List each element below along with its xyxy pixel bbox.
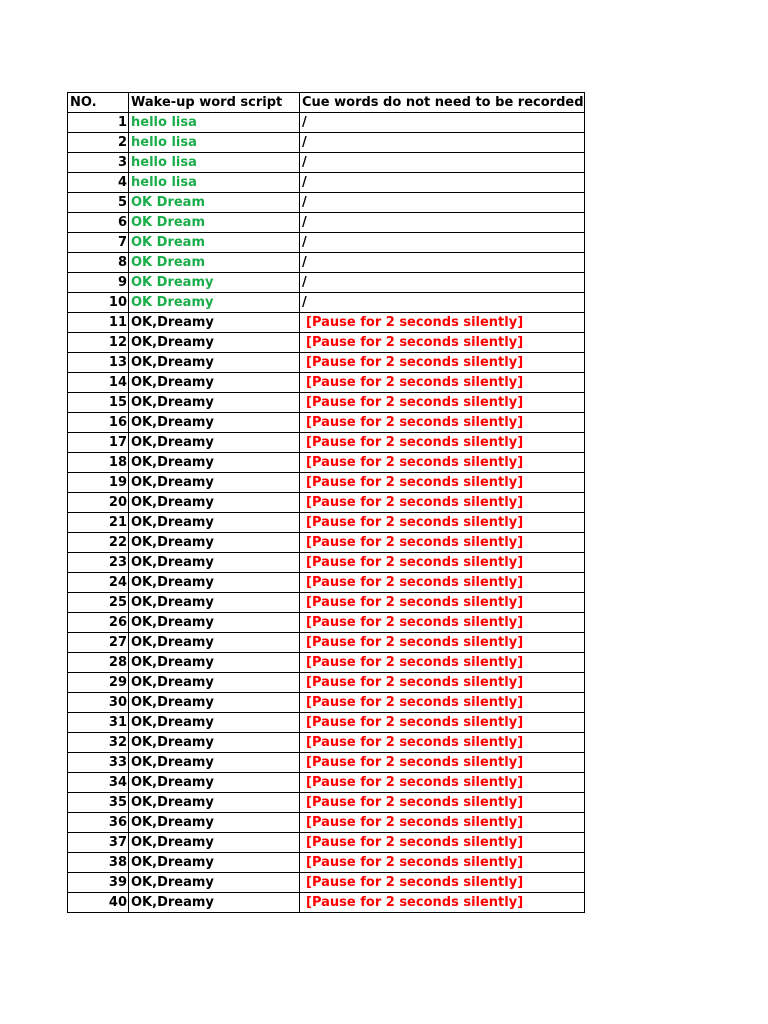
table-row <box>68 273 585 293</box>
cell-wake-word[interactable]: OK,Dreamy <box>129 373 300 393</box>
cell-wake-word[interactable]: OK,Dreamy <box>129 873 300 893</box>
cell-cue-words[interactable]: [Pause for 2 seconds silently] <box>300 513 585 533</box>
cell-cue-words[interactable]: / <box>300 193 585 213</box>
cell-cue-words[interactable]: [Pause for 2 seconds silently] <box>300 313 585 333</box>
cell-no[interactable]: 27 <box>68 633 129 653</box>
cell-no[interactable]: 23 <box>68 553 129 573</box>
cell-no[interactable]: 16 <box>68 413 129 433</box>
cell-cue-words[interactable]: [Pause for 2 seconds silently] <box>300 493 585 513</box>
header-cue-words[interactable]: Cue words do not need to be recorded <box>300 93 585 113</box>
table-row <box>68 113 585 133</box>
cell-cue-words[interactable]: [Pause for 2 seconds silently] <box>300 433 585 453</box>
cell-wake-word[interactable]: OK,Dreamy <box>129 513 300 533</box>
cell-no[interactable]: 30 <box>68 693 129 713</box>
cell-cue-words[interactable]: [Pause for 2 seconds silently] <box>300 613 585 633</box>
cell-cue-words[interactable]: [Pause for 2 seconds silently] <box>300 813 585 833</box>
cell-wake-word[interactable]: OK,Dreamy <box>129 693 300 713</box>
table-row <box>68 393 585 413</box>
cell-cue-words[interactable]: [Pause for 2 seconds silently] <box>300 633 585 653</box>
cell-wake-word[interactable]: OK Dreamy <box>129 273 300 293</box>
cell-cue-words[interactable]: [Pause for 2 seconds silently] <box>300 413 585 433</box>
cell-no[interactable]: 25 <box>68 593 129 613</box>
header-row <box>68 93 585 113</box>
cell-no[interactable]: 37 <box>68 833 129 853</box>
table-row <box>68 773 585 793</box>
table-row <box>68 473 585 493</box>
cell-cue-words[interactable]: [Pause for 2 seconds silently] <box>300 533 585 553</box>
cell-cue-words[interactable]: [Pause for 2 seconds silently] <box>300 553 585 573</box>
cell-no[interactable]: 6 <box>68 213 129 233</box>
cell-wake-word[interactable]: OK,Dreamy <box>129 593 300 613</box>
cell-no[interactable]: 22 <box>68 533 129 553</box>
cell-wake-word[interactable]: OK,Dreamy <box>129 353 300 373</box>
cell-no[interactable]: 32 <box>68 733 129 753</box>
table-row <box>68 673 585 693</box>
cell-wake-word[interactable]: OK,Dreamy <box>129 753 300 773</box>
table-row <box>68 633 585 653</box>
cell-wake-word[interactable]: OK,Dreamy <box>129 773 300 793</box>
table-row <box>68 173 585 193</box>
table-row <box>68 433 585 453</box>
cell-no[interactable]: 13 <box>68 353 129 373</box>
cell-wake-word[interactable]: OK,Dreamy <box>129 453 300 473</box>
table-row <box>68 293 585 313</box>
cell-cue-words[interactable]: [Pause for 2 seconds silently] <box>300 473 585 493</box>
cell-cue-words[interactable]: [Pause for 2 seconds silently] <box>300 773 585 793</box>
cell-cue-words[interactable]: / <box>300 133 585 153</box>
table-row <box>68 373 585 393</box>
table-row <box>68 733 585 753</box>
cell-wake-word[interactable]: OK,Dreamy <box>129 313 300 333</box>
table-row <box>68 133 585 153</box>
table-row <box>68 593 585 613</box>
cell-wake-word[interactable]: OK,Dreamy <box>129 393 300 413</box>
cell-cue-words[interactable]: [Pause for 2 seconds silently] <box>300 453 585 473</box>
cell-no[interactable]: 24 <box>68 573 129 593</box>
cell-wake-word[interactable]: OK,Dreamy <box>129 493 300 513</box>
table-body <box>68 113 585 913</box>
cell-no[interactable]: 29 <box>68 673 129 693</box>
cell-wake-word[interactable]: OK,Dreamy <box>129 613 300 633</box>
cell-cue-words[interactable]: / <box>300 213 585 233</box>
cell-no[interactable]: 1 <box>68 113 129 133</box>
cell-cue-words[interactable]: [Pause for 2 seconds silently] <box>300 353 585 373</box>
table-row <box>68 893 585 913</box>
table-row <box>68 253 585 273</box>
cell-no[interactable]: 14 <box>68 373 129 393</box>
cell-wake-word[interactable]: hello lisa <box>129 173 300 193</box>
cell-cue-words[interactable]: [Pause for 2 seconds silently] <box>300 853 585 873</box>
cell-cue-words[interactable]: / <box>300 153 585 173</box>
table-row <box>68 313 585 333</box>
cell-wake-word[interactable]: OK,Dreamy <box>129 633 300 653</box>
cell-wake-word[interactable]: OK,Dreamy <box>129 653 300 673</box>
table-row <box>68 153 585 173</box>
cell-no[interactable]: 36 <box>68 813 129 833</box>
cell-no[interactable]: 39 <box>68 873 129 893</box>
cell-wake-word[interactable]: OK,Dreamy <box>129 713 300 733</box>
cell-wake-word[interactable]: hello lisa <box>129 113 300 133</box>
cell-no[interactable]: 26 <box>68 613 129 633</box>
cell-cue-words[interactable]: [Pause for 2 seconds silently] <box>300 713 585 733</box>
table-row <box>68 533 585 553</box>
cell-wake-word[interactable]: OK Dream <box>129 213 300 233</box>
cell-cue-words[interactable]: [Pause for 2 seconds silently] <box>300 873 585 893</box>
header-wake-word[interactable]: Wake-up word script <box>129 93 300 113</box>
cell-wake-word[interactable]: OK,Dreamy <box>129 573 300 593</box>
cell-wake-word[interactable]: OK,Dreamy <box>129 853 300 873</box>
cell-cue-words[interactable]: / <box>300 233 585 253</box>
table-row <box>68 513 585 533</box>
cell-wake-word[interactable]: OK,Dreamy <box>129 833 300 853</box>
table-row <box>68 193 585 213</box>
cell-cue-words[interactable]: [Pause for 2 seconds silently] <box>300 593 585 613</box>
table-row <box>68 233 585 253</box>
table-row <box>68 213 585 233</box>
cell-no[interactable]: 3 <box>68 153 129 173</box>
cell-cue-words[interactable]: [Pause for 2 seconds silently] <box>300 753 585 773</box>
cell-cue-words[interactable]: [Pause for 2 seconds silently] <box>300 673 585 693</box>
cell-wake-word[interactable]: OK,Dreamy <box>129 473 300 493</box>
table-row <box>68 813 585 833</box>
cell-wake-word[interactable]: OK,Dreamy <box>129 553 300 573</box>
cell-no[interactable]: 15 <box>68 393 129 413</box>
cell-no[interactable]: 31 <box>68 713 129 733</box>
cell-cue-words[interactable]: / <box>300 293 585 313</box>
cell-wake-word[interactable]: OK,Dreamy <box>129 733 300 753</box>
cell-no[interactable]: 10 <box>68 293 129 313</box>
cell-no[interactable]: 8 <box>68 253 129 273</box>
cell-cue-words[interactable]: [Pause for 2 seconds silently] <box>300 893 585 913</box>
cell-cue-words[interactable]: [Pause for 2 seconds silently] <box>300 693 585 713</box>
cell-cue-words[interactable]: [Pause for 2 seconds silently] <box>300 393 585 413</box>
cell-no[interactable]: 21 <box>68 513 129 533</box>
table-row <box>68 573 585 593</box>
cell-no[interactable]: 5 <box>68 193 129 213</box>
header-no[interactable]: NO. <box>68 93 129 113</box>
cell-no[interactable]: 40 <box>68 893 129 913</box>
table-row <box>68 713 585 733</box>
cell-no[interactable]: 4 <box>68 173 129 193</box>
cell-wake-word[interactable]: OK,Dreamy <box>129 793 300 813</box>
table-row <box>68 753 585 773</box>
cell-no[interactable]: 38 <box>68 853 129 873</box>
cell-cue-words[interactable]: / <box>300 113 585 133</box>
table-row <box>68 353 585 373</box>
cell-cue-words[interactable]: [Pause for 2 seconds silently] <box>300 793 585 813</box>
cell-cue-words[interactable]: [Pause for 2 seconds silently] <box>300 733 585 753</box>
cell-wake-word[interactable]: OK,Dreamy <box>129 893 300 913</box>
cell-no[interactable]: 35 <box>68 793 129 813</box>
cell-no[interactable]: 28 <box>68 653 129 673</box>
cell-wake-word[interactable]: OK Dream <box>129 193 300 213</box>
cell-wake-word[interactable]: OK,Dreamy <box>129 813 300 833</box>
cell-no[interactable]: 20 <box>68 493 129 513</box>
cell-wake-word[interactable]: OK Dreamy <box>129 293 300 313</box>
cell-wake-word[interactable]: hello lisa <box>129 133 300 153</box>
cell-no[interactable]: 33 <box>68 753 129 773</box>
cell-cue-words[interactable]: [Pause for 2 seconds silently] <box>300 573 585 593</box>
cell-no[interactable]: 19 <box>68 473 129 493</box>
cell-no[interactable]: 9 <box>68 273 129 293</box>
cell-no[interactable]: 11 <box>68 313 129 333</box>
table-row <box>68 553 585 573</box>
table-row <box>68 693 585 713</box>
table-row <box>68 333 585 353</box>
cell-cue-words[interactable]: [Pause for 2 seconds silently] <box>300 333 585 353</box>
table-row <box>68 853 585 873</box>
cell-no[interactable]: 7 <box>68 233 129 253</box>
cell-cue-words[interactable]: / <box>300 273 585 293</box>
cell-wake-word[interactable]: OK Dream <box>129 253 300 273</box>
cell-cue-words[interactable]: / <box>300 173 585 193</box>
table-row <box>68 833 585 853</box>
cell-cue-words[interactable]: [Pause for 2 seconds silently] <box>300 373 585 393</box>
table-row <box>68 793 585 813</box>
cell-wake-word[interactable]: OK,Dreamy <box>129 673 300 693</box>
cell-no[interactable]: 18 <box>68 453 129 473</box>
table-row <box>68 653 585 673</box>
cell-cue-words[interactable]: / <box>300 253 585 273</box>
cell-wake-word[interactable]: OK Dream <box>129 233 300 253</box>
wake-word-table <box>67 92 585 913</box>
cell-no[interactable]: 2 <box>68 133 129 153</box>
table-row <box>68 453 585 473</box>
cell-wake-word[interactable]: OK,Dreamy <box>129 333 300 353</box>
cell-wake-word[interactable]: OK,Dreamy <box>129 533 300 553</box>
cell-wake-word[interactable]: hello lisa <box>129 153 300 173</box>
cell-cue-words[interactable]: [Pause for 2 seconds silently] <box>300 653 585 673</box>
cell-no[interactable]: 17 <box>68 433 129 453</box>
cell-cue-words[interactable]: [Pause for 2 seconds silently] <box>300 833 585 853</box>
table-row <box>68 493 585 513</box>
cell-no[interactable]: 12 <box>68 333 129 353</box>
table-row <box>68 873 585 893</box>
cell-wake-word[interactable]: OK,Dreamy <box>129 413 300 433</box>
table-row <box>68 613 585 633</box>
cell-no[interactable]: 34 <box>68 773 129 793</box>
table-row <box>68 413 585 433</box>
cell-wake-word[interactable]: OK,Dreamy <box>129 433 300 453</box>
